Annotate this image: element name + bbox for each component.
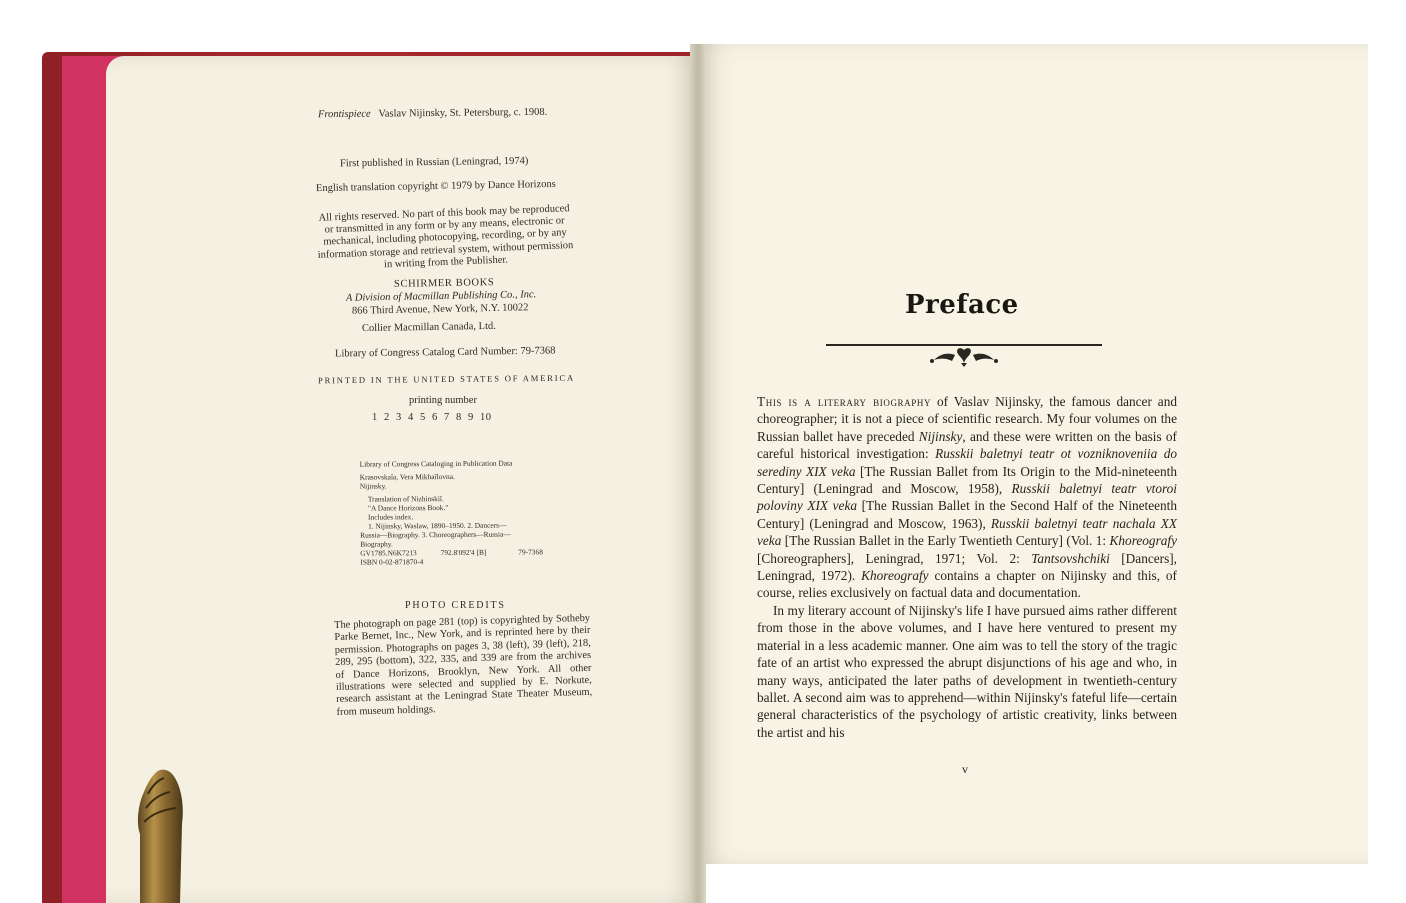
photo-credits-text: The photograph on page 281 (top) is copyrighted by Sotheby Parke Bernet, Inc., New York, and is reprinted here by their permission. Photographs on pages 3, 38 (left), 39 (left), 218, 289, 295 (bottom), 322, 335, and 339 are from the archives of Dance Horizons, Brooklyn, New York. All other illustrations were selected and supplied by E. Norkute, research assistant at the Leningrad State Theater Museum, from museum holdings.: [334, 612, 593, 718]
lccn-line: Library of Congress Catalog Card Number: 79-7368: [334, 345, 556, 360]
cip-block: [360, 458, 543, 566]
cip-note: "A Dance Horizons Book.": [367, 503, 449, 513]
text-run: , and these were written on the basis of careful historical investigation:: [757, 428, 1177, 462]
text-run: [The Russian Ballet from Its Origin to the Mid-nineteenth Century] (Leningrad and Moscow, 1958),: [757, 463, 1177, 497]
text-run: [The Russian Ballet in the Early Twentieth Century] (Vol. 1:: [781, 533, 1110, 549]
publisher-division: A Division of Macmillan Publishing Co., Inc.: [345, 289, 537, 304]
frontispiece-line: [318, 107, 547, 122]
cip-subjects: 1. Nijinsky, Waslaw, 1890–1950. 2. Dancers—: [368, 520, 507, 531]
first-published: First published in Russian (Leningrad, 1974): [339, 155, 529, 170]
text-run: [Dancers], Leningrad, 1972).: [757, 550, 1177, 584]
publisher-canada: Collier Macmillan Canada, Ltd.: [361, 320, 496, 335]
text-run: contains a chapter on Nijinsky and this, of course, relies exclusively on factual data and documentation.: [757, 568, 1177, 601]
frontispiece-label: Frontispiece: [317, 108, 371, 121]
publisher-name: SCHIRMER BOOKS: [393, 277, 495, 290]
cip-dewey: 792.8'092'4 [B]: [440, 547, 487, 558]
page-holder-icon: [118, 764, 208, 903]
photo-credits-heading: PHOTO CREDITS: [405, 600, 506, 611]
cip-subjects: Biography.: [360, 539, 393, 549]
cip-note: Includes index.: [367, 512, 414, 522]
preface-paragraph: In my literary account of Nijinsky's life I have pursued aims rather different from those in the above volumes, and I have here ventured to present my material in a less academic manner. One aim was to tell the story of the tragic fate of an artist who expressed the abrupt disjunctions of his age and who, in many ways, anticipated the later paths of development in twentieth-century ballet. A second aim was to apprehend—within Nijinsky's fateful life—certain general characteristics of the psychology of artistic creativity, links between the artist and his: [757, 602, 1177, 740]
book-title: Nijinsky: [918, 428, 963, 444]
text-run: of Vaslav Nijinsky, the famous dancer and choreographer; it is not a piece of scientific research. My four volumes on the Russian ballet have preceded: [757, 394, 1177, 444]
page-number: v: [962, 762, 968, 776]
book-title: Russkii baletnyi teatr ot vozniknoveniia do serediny XIX veka: [757, 446, 1177, 479]
text-run: [Choreographers], Leningrad, 1971; Vol. 2:: [757, 550, 1032, 566]
cip-title: Nijinsky.: [359, 481, 387, 491]
rights-statement: All rights reserved. No part of this book may be reproduced or transmitted in any form or by any means, electronic or mechanical, including photocopying, recording, or by any information storage and retrieval system, without permission in writing from the Publisher.: [317, 203, 574, 271]
preface-body: [757, 393, 1177, 741]
text-run: [The Russian Ballet in the Second Half of the Nineteenth Century] (Leningrad and Moscow, 1963),: [757, 498, 1177, 531]
printing-label: printing number: [409, 395, 477, 406]
publisher-address: 866 Third Avenue, New York, N.Y. 10022: [351, 302, 529, 317]
ornament-icon: [928, 346, 1000, 368]
cip-heading: Library of Congress Cataloging in Publication Data: [359, 458, 513, 469]
cip-isbn: ISBN 0-02-871870-4: [360, 557, 424, 567]
book-title: Tantsovshchiki: [1031, 550, 1110, 566]
copyright-line: English translation copyright © 1979 by Dance Horizons: [315, 178, 556, 195]
cip-classification: [360, 547, 543, 557]
cip-subjects: Russia—Biography. 3. Choreographers—Russia—: [360, 529, 511, 540]
book-title: Khoreografy: [1109, 533, 1177, 549]
frontispiece-text: Vaslav Nijinsky, St. Petersburg, c. 1908.: [378, 106, 548, 120]
lead-in: This is a literary biography: [757, 394, 932, 409]
book-gutter: [690, 44, 706, 903]
cip-note: Translation of Nizhinskiĭ.: [367, 494, 444, 504]
cip-lc-class: GV1785.N6K7213: [360, 548, 417, 558]
preface-paragraph: [757, 393, 1177, 602]
cip-author: Krasovskaîa, Vera Mikhaĭlovna.: [359, 471, 455, 482]
printing-numbers: 1 2 3 4 5 6 7 8 9 10: [372, 412, 492, 423]
page-title: Preface: [905, 290, 1019, 320]
book-title: Russkii baletnyi teatr vtoroi poloviny XIX veka: [757, 481, 1177, 514]
printed-in: PRINTED IN THE UNITED STATES OF AMERICA: [317, 372, 576, 386]
book-title: Khoreografy: [861, 568, 929, 584]
book-title: Russkii baletnyi teatr nachala XX veka: [757, 515, 1177, 549]
cip-lccn: 79-7368: [518, 547, 543, 557]
